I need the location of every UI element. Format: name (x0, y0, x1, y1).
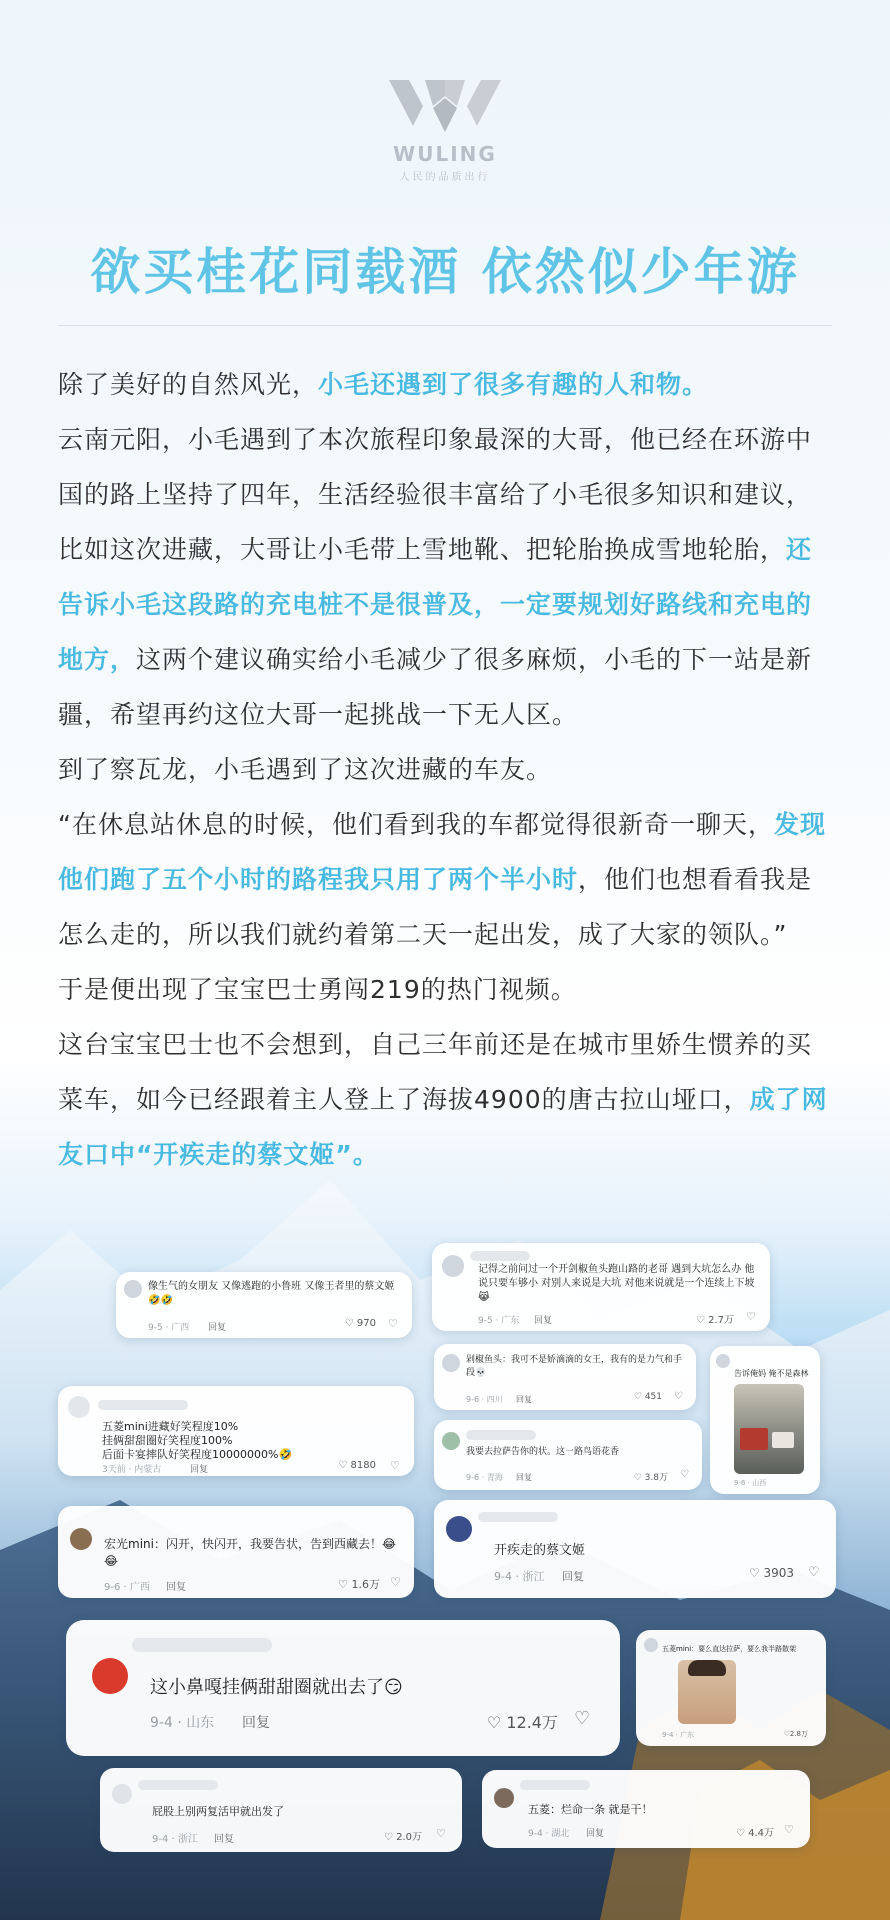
article-body (58, 357, 832, 1182)
reply-button[interactable]: 回复 (516, 1473, 532, 1482)
like-number: 2.7万 (708, 1315, 734, 1326)
comment-text: 像生气的女朋友 又像逃跑的小鲁班 又像王者里的蔡文姬🤣🤣 (148, 1281, 395, 1306)
paragraph (58, 412, 832, 742)
avatar (442, 1255, 464, 1277)
brand-slogan: 人民的品质出行 (399, 172, 491, 183)
username-blur (478, 1512, 558, 1522)
face-photo[interactable] (678, 1660, 736, 1724)
dislike-icon[interactable]: ♡ (390, 1575, 401, 1589)
avatar (716, 1354, 730, 1368)
comment-card[interactable] (710, 1346, 820, 1494)
avatar (644, 1638, 658, 1652)
heart-icon: ♡ (633, 1473, 642, 1483)
highlight-text: 还告诉小毛这段路的充电桩不是很普及，一定要规划好路线和充电的地方， (58, 535, 813, 674)
comment-card[interactable] (66, 1620, 620, 1756)
paragraph: 于是便出现了宝宝巴士勇闯219的热门视频。 (58, 975, 577, 1004)
divider (58, 325, 832, 326)
avatar (442, 1432, 460, 1450)
like-number: 2.8万 (789, 1730, 808, 1738)
comment-meta: 9-6 · 四川 (466, 1395, 503, 1404)
comment-meta: 9-6 · 广西 (104, 1582, 150, 1593)
avatar (442, 1354, 460, 1372)
dislike-icon[interactable]: ♡ (808, 1565, 820, 1580)
comment-card[interactable] (434, 1420, 702, 1490)
comment-text: 记得之前问过一个开剑椒鱼头跑山路的老哥 遇到大坑怎么办 他说只要车够小 对别人来说是大坑 对他来说就是一个连续上下坡😹 (478, 1264, 755, 1303)
comment-meta: 9-4 · 浙江 (152, 1834, 198, 1845)
like-count[interactable] (362, 1828, 422, 1843)
like-number: 3903 (763, 1566, 794, 1580)
username-blur (98, 1400, 188, 1410)
like-count[interactable] (458, 1710, 558, 1733)
like-number: 8180 (350, 1460, 376, 1471)
paragraph (58, 357, 832, 412)
comment-card[interactable] (434, 1500, 836, 1598)
like-count[interactable] (766, 1729, 808, 1739)
username-blur (470, 1251, 530, 1261)
highlight-text: 小毛还遇到了很多有趣的人和物。 (318, 370, 709, 399)
reply-button[interactable]: 回复 (534, 1316, 553, 1326)
text: 这台宝宝巴士也不会想到，自己三年前还是在城市里娇生惯养的买菜车，如今已经跟着主人登上了海拔4900的唐古拉山垭口， (58, 1030, 813, 1114)
like-count[interactable] (602, 1392, 662, 1402)
avatar (92, 1658, 128, 1694)
paragraph: 到了察瓦龙，小毛遇到了这次进藏的车友。 (58, 755, 553, 784)
heart-icon: ♡ (338, 1460, 348, 1471)
heart-icon: ♡ (748, 1566, 760, 1580)
text: 云南元阳，小毛遇到了本次旅程印象最深的大哥，他已经在环游中国的路上坚持了四年，生活经验很丰富给了小毛很多知识和建议，比如这次进藏，大哥让小毛带上雪地靴、把轮胎换成雪地轮胎， (58, 425, 813, 564)
truck-photo[interactable] (734, 1384, 804, 1474)
username-blur (520, 1780, 590, 1790)
heart-icon: ♡ (486, 1713, 502, 1732)
heart-icon: ♡ (695, 1315, 705, 1326)
avatar (124, 1280, 142, 1298)
dislike-icon[interactable]: ♡ (436, 1827, 446, 1840)
heart-icon: ♡ (344, 1318, 354, 1329)
like-count[interactable] (724, 1566, 794, 1580)
comment-text: 五菱mini：要么直达拉萨，要么我半路散架 (662, 1645, 797, 1653)
comment-text: 我要去拉萨告你的状。这一路鸟语花香 (466, 1447, 620, 1457)
avatar (112, 1784, 132, 1804)
reply-button[interactable]: 回复 (242, 1715, 270, 1731)
comment-card[interactable] (432, 1243, 770, 1331)
like-count[interactable] (306, 1318, 376, 1329)
comment-card[interactable] (434, 1344, 696, 1410)
username-blur (466, 1430, 536, 1440)
comment-card[interactable] (636, 1630, 826, 1746)
comment-meta: 9-4 · 广东 (662, 1731, 695, 1739)
comment-text: 宏光mini：闪开，快闪开，我要告状，告到西藏去！😂😂 (104, 1537, 396, 1568)
heart-icon: ♡ (633, 1392, 642, 1402)
reply-button[interactable]: 回复 (516, 1395, 532, 1404)
comment-meta: 9-4 · 湖北 (528, 1829, 570, 1839)
like-number: 451 (644, 1392, 662, 1402)
dislike-icon[interactable]: ♡ (746, 1310, 756, 1323)
reply-button[interactable]: 回复 (166, 1582, 186, 1593)
dislike-icon[interactable]: ♡ (574, 1708, 591, 1729)
like-number: 3.8万 (644, 1473, 668, 1483)
comment-meta: 9-6 · 山西 (734, 1479, 767, 1487)
comment-meta: 3天前 · 内蒙古 (102, 1465, 162, 1475)
page-title: 欲买桂花同载酒 依然似少年游 (90, 243, 800, 301)
like-number: 970 (356, 1318, 376, 1329)
comment-card[interactable] (482, 1770, 810, 1848)
paragraph (58, 1017, 832, 1182)
reply-button[interactable]: 回复 (586, 1829, 605, 1839)
comment-meta: 9-5 · 广西 (148, 1323, 190, 1333)
comment-text: 屁股上别两复活甲就出发了 (152, 1805, 284, 1818)
heart-icon: ♡ (338, 1578, 348, 1591)
heart-icon: ♡ (383, 1832, 393, 1843)
wuling-logo-icon (389, 76, 501, 136)
comment-meta: 9-4 · 浙江 (494, 1570, 545, 1583)
like-count[interactable] (310, 1576, 380, 1592)
username-blur (132, 1638, 272, 1652)
brand-name: WULING (393, 142, 497, 166)
username-blur (138, 1780, 218, 1790)
comment-card[interactable] (100, 1768, 462, 1852)
reply-button[interactable]: 回复 (208, 1323, 227, 1333)
like-number: 12.4万 (506, 1713, 558, 1732)
heart-icon: ♡ (783, 1730, 790, 1738)
comment-text: 五菱：烂命一条 就是干！ (528, 1803, 653, 1816)
comment-text: 五菱mini进藏好笑程度10% 挂俩甜甜圈好笑程度100% 后面卡宴摔队好笑程度10000000%🤣 (102, 1420, 293, 1461)
highlight-text: 发现他们跑了五个小时的路程我只用了两个半小时 (58, 810, 826, 894)
highlight-text: 成了网友口中“开疾走的蔡文姬”。 (58, 1085, 828, 1169)
like-count[interactable] (608, 1470, 668, 1483)
comment-text: 开疾走的蔡文姬 (494, 1543, 586, 1558)
text: “在休息站休息的时候，他们看到我的车都觉得很新奇一聊天， (58, 810, 774, 839)
dislike-icon[interactable]: ♡ (784, 1823, 794, 1836)
comment-text: 这小鼻嘎挂俩甜甜圈就出去了😏 (150, 1677, 403, 1698)
text: 除了美好的自然风光， (58, 370, 319, 399)
like-number: 4.4万 (748, 1828, 774, 1839)
reply-button[interactable]: 回复 (562, 1570, 584, 1583)
dislike-icon[interactable]: ♡ (680, 1469, 689, 1480)
comment-card[interactable] (58, 1506, 414, 1598)
heart-icon: ♡ (735, 1828, 745, 1839)
comment-meta: 9-4 · 山东 (150, 1715, 215, 1731)
dislike-icon[interactable]: ♡ (388, 1317, 398, 1330)
avatar (446, 1516, 472, 1542)
text: ，他们也想看看我是怎么走的，所以我们就约着第二天一起出发，成了大家的领队。” (58, 865, 813, 949)
like-count[interactable] (714, 1824, 774, 1839)
comment-card[interactable] (116, 1272, 412, 1338)
text: 这两个建议确实给小毛减少了很多麻烦，小毛的下一站是新疆，希望再约这位大哥一起挑战一下无人区。 (58, 645, 813, 729)
avatar (68, 1396, 90, 1418)
reply-button[interactable]: 回复 (214, 1834, 234, 1845)
like-number: 1.6万 (351, 1578, 380, 1591)
like-count[interactable] (654, 1311, 734, 1326)
comment-text: 剁椒鱼头：我可不是娇滴滴的女王，我有的是力气和手段💀 (466, 1355, 683, 1378)
avatar (494, 1788, 514, 1808)
like-count[interactable] (316, 1460, 376, 1471)
brand-logo (0, 76, 890, 183)
dislike-icon[interactable]: ♡ (674, 1391, 683, 1402)
paragraph (58, 797, 832, 962)
like-number: 2.0万 (396, 1832, 422, 1843)
reply-button[interactable]: 回复 (190, 1465, 209, 1475)
comment-meta: 9-5 · 广东 (478, 1316, 520, 1326)
dislike-icon[interactable]: ♡ (390, 1459, 400, 1472)
comment-meta: 9-6 · 青海 (466, 1473, 503, 1482)
comment-card[interactable] (58, 1386, 414, 1476)
avatar (70, 1528, 92, 1550)
comment-text: 告诉俺妈 俺不是森林 (734, 1369, 809, 1378)
